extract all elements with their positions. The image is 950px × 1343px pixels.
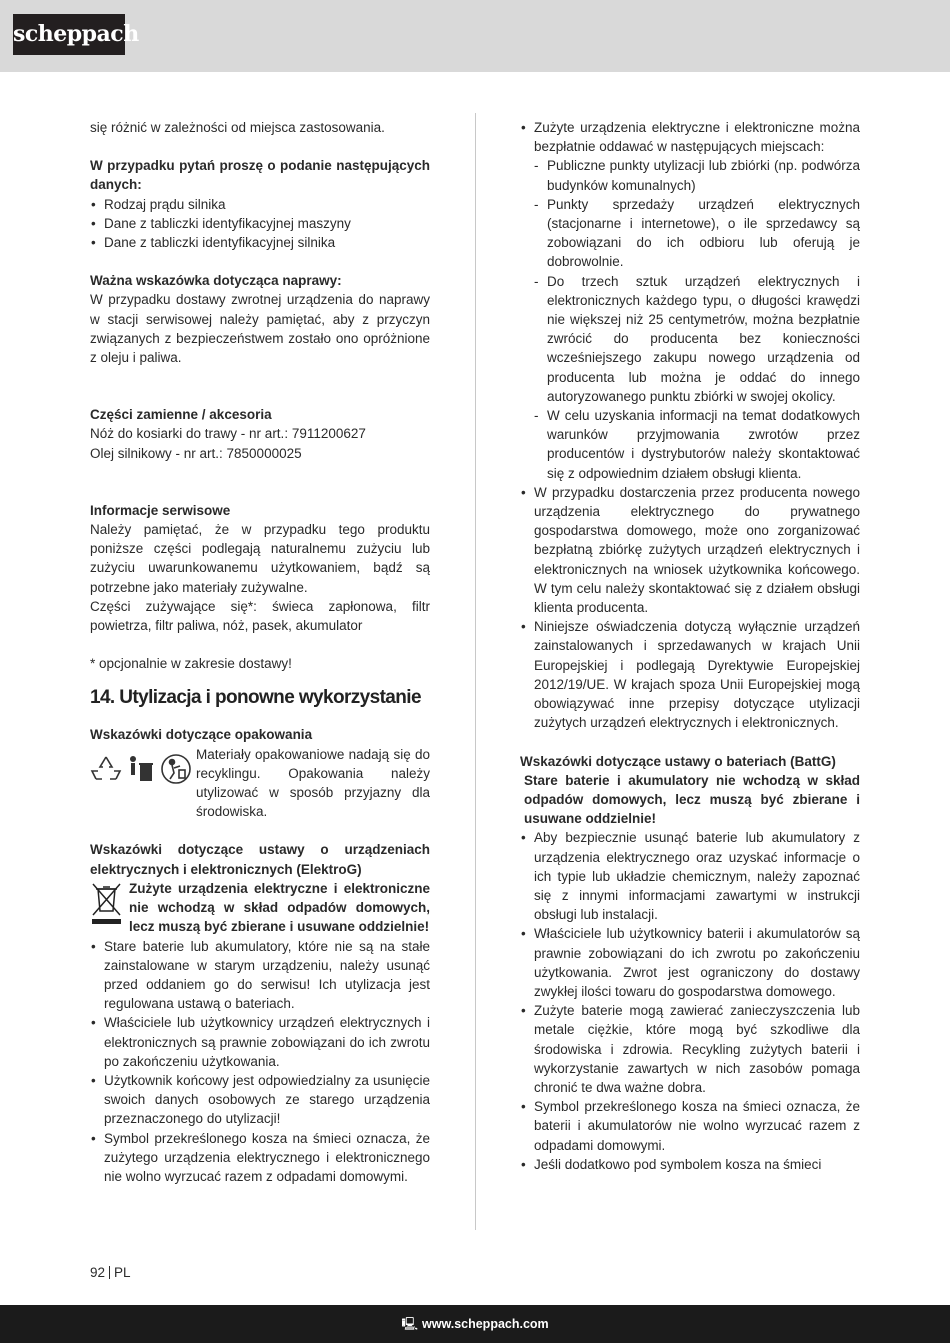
parts-heading: Części zamienne / akcesoria [90,407,272,423]
battery-warning: Stare baterie i akumulatory nie wchodzą w skład odpadów domowych, lecz muszą być zbierane i usuwane oddzielnie! [524,772,860,827]
list-item: • Dane z tabliczki identyfikacyjnej silnika [90,233,430,252]
brand-logo: scheppach [13,14,125,55]
list-item: • Symbol przekreślonego kosza na śmieci oznacza, że baterii i akumulatorów nie wolno wyrzucać razem z odpadami domowymi. [520,1097,860,1155]
list-item: • Stare baterie lub akumulatory, które nie są na stałe zainstalowane w starym urządzeniu, należy usunąć przed oddaniem go do serwisu! Ich utylizacja jest regulowana ustawą o bateriach. [90,937,430,1014]
list-item: • Właściciele lub użytkownicy urządzeń elektrycznych i elektronicznych są prawnie zobowiązani do ich zwrotu po zakończeniu użytkowania. [90,1013,430,1071]
crossed-bin-icon [90,881,123,927]
list-item [520,118,860,483]
list-item: • W przypadku dostarczenia przez producenta nowego urządzenia elektrycznego do prywatnego gospodarstwa domowego, może ono zorganizować bezpłatną zbiórkę zużytych urządzeń elektrycznych i elektronicznych na wniosek użytkownika końcowego. W tym celu należy skontaktować się z działem obsługi klienta producenta. [520,483,860,617]
list-item: • Aby bezpiecznie usunąć baterie lub akumulatory z urządzenia elektrycznego oraz uzyskać informacje o ich typie lub układzie chemicznym, należy zapoznać się z innymi informacjami zawartymi w instrukcji obsługi lub instalacji. [520,828,860,924]
packaging-heading: Wskazówki dotyczące opakowania [90,727,313,743]
page-number: 92 [90,1265,106,1280]
repair-text: W przypadku dostawy zwrotnej urządzenia do naprawy w stacji serwisowej należy pamiętać, aby z przyczyn związanych z bezpieczeństwem zostało ono opróżnione z oleju i paliwa. [90,292,430,366]
column-divider [475,113,476,1230]
battery-list [520,828,860,1174]
trash-disposal-icon [125,753,157,785]
recycle-icon [90,753,122,785]
elektrog-list [90,937,430,1187]
website-link[interactable]: www.scheppach.com [422,1317,549,1331]
optional-note: * opcjonalnie w zakresie dostawy! [90,656,292,672]
sub-list-item: - W celu uzyskania informacji na temat dodatkowych warunków przyjmowania zwrotów przez producentów i dystrybutorów należy skontaktować się z odpowiednim działem obsługi klienta. [520,406,860,483]
list-item: • Użytkownik końcowy jest odpowiedzialny za usunięcie swoich danych osobowych ze starego urządzenia przeznaczonego do utylizacji! [90,1071,430,1129]
sub-list-item: - Punkty sprzedaży urządzeń elektrycznych (stacjonarne i internetowe), o ile sprzedawcy są zobowiązani do ich odbioru lub oferują je dobrowolnie. [520,195,860,272]
service-text: Należy pamiętać, że w przypadku tego produktu poniższe części podlegają naturalnemu zużyciu lub zużyciu uwarunkowanemu użytkowaniem, bądź są potrzebne jako materiały zużywalne. [90,522,430,595]
monitor-icon: 🖳 [401,1317,419,1331]
battery-heading: Wskazówki dotyczące ustawy o bateriach (BattG) [520,753,836,769]
list-item: • Zużyte baterie mogą zawierać zanieczyszczenia lub metale ciężkie, które mogą być szkodliwe dla środowiska i zdrowia. Recykling zużytych baterii i wykorzystanie zawartych w nich zasobów pomaga chronić te dwa ważne dobra. [520,1001,860,1097]
packaging-icons [90,745,196,822]
parts-line: Nóż do kosiarki do trawy - nr art.: 7911200627 [90,426,366,442]
list-item: • Jeśli dodatkowo pod symbolem kosza na śmieci [520,1155,860,1174]
tidyman-icon [160,753,192,785]
parts-line: Olej silnikowy - nr art.: 7850000025 [90,445,302,461]
collection-list [520,118,860,733]
service-text: Części zużywające się*: świeca zapłonowa, filtr powietrza, filtr paliwa, nóż, pasek, akumulator [90,598,430,634]
service-heading: Informacje serwisowe [90,502,231,518]
packaging-text: Materiały opakowaniowe nadają się do recyklingu. Opakowania należy utylizować w sposób przyjazny dla środowiska. [196,746,430,820]
right-column [520,118,860,1174]
list-item: • Dane z tabliczki identyfikacyjnej maszyny [90,214,430,233]
left-column [90,118,430,1186]
packaging-block [90,745,430,822]
list-item: • Symbol przekreślonego kosza na śmieci oznacza, że zużytego urządzenia elektrycznego i elektronicznego nie wolno wyrzucać razem z odpadami domowymi. [90,1129,430,1187]
page-header [0,0,950,72]
page-number-block [90,1265,131,1280]
list-item: • Niniejsze oświadczenia dotyczą wyłącznie urządzeń zainstalowanych i sprzedawanych w krajach Unii Europejskiej i podlegają Dyrektywie Europejskiej 2012/19/UE. W krajach spoza Unii Europejskiej mogą obowiązywać inne przepisy dotyczące utylizacji zużytych urządzeń elektrycznych i elektronicznych. [520,617,860,732]
intro-text: się różnić w zależności od miejsca zastosowania. [90,120,385,135]
repair-heading: Ważna wskazówka dotycząca naprawy: [90,273,342,289]
language-code: PL [114,1265,131,1280]
sub-list-item: - Do trzech sztuk urządzeń elektrycznych i elektronicznych każdego typu, o długości krawędzi nie większej niż 25 centymetrów, można bezpłatnie zwrócić do producenta bez konieczności wcześniejszego zakupu nowego urządzenia od producenta lub można je oddać do innego autoryzowanego punktu zbiórki w swojej okolicy. [520,272,860,406]
sub-list-item: - Publiczne punkty utylizacji lub zbiórki (np. podwórza budynków komunalnych) [520,156,860,194]
elektrog-warning: Zużyte urządzenia elektryczne i elektroniczne nie wchodzą w skład odpadów domowych, lecz muszą być zbierane i usuwane oddzielnie! [129,880,430,935]
page-footer [0,1305,950,1343]
elektrog-heading: Wskazówki dotyczące ustawy o urządzeniach elektrycznych i elektronicznych (ElektroG) [90,842,430,877]
questions-list [90,195,430,253]
collection-intro: Zużyte urządzenia elektryczne i elektroniczne można bezpłatnie oddawać w następujących miejscach: [534,120,860,155]
separator [109,1266,110,1279]
questions-heading: W przypadku pytań proszę o podanie następujących danych: [90,158,430,193]
list-item: • Rodzaj prądu silnika [90,195,430,214]
list-item: • Właściciele lub użytkownicy baterii i akumulatorów są prawnie zobowiązani do ich zwrotu po zakończeniu użytkowania. Zwrot jest ograniczony do dostawy zwykłej ilości towaru do gospodarstwa domowego. [520,924,860,1001]
elektrog-block [90,879,430,937]
collection-sublist [520,156,860,482]
section-title: 14. Utylizacja i ponowne wykorzystanie [90,687,421,709]
